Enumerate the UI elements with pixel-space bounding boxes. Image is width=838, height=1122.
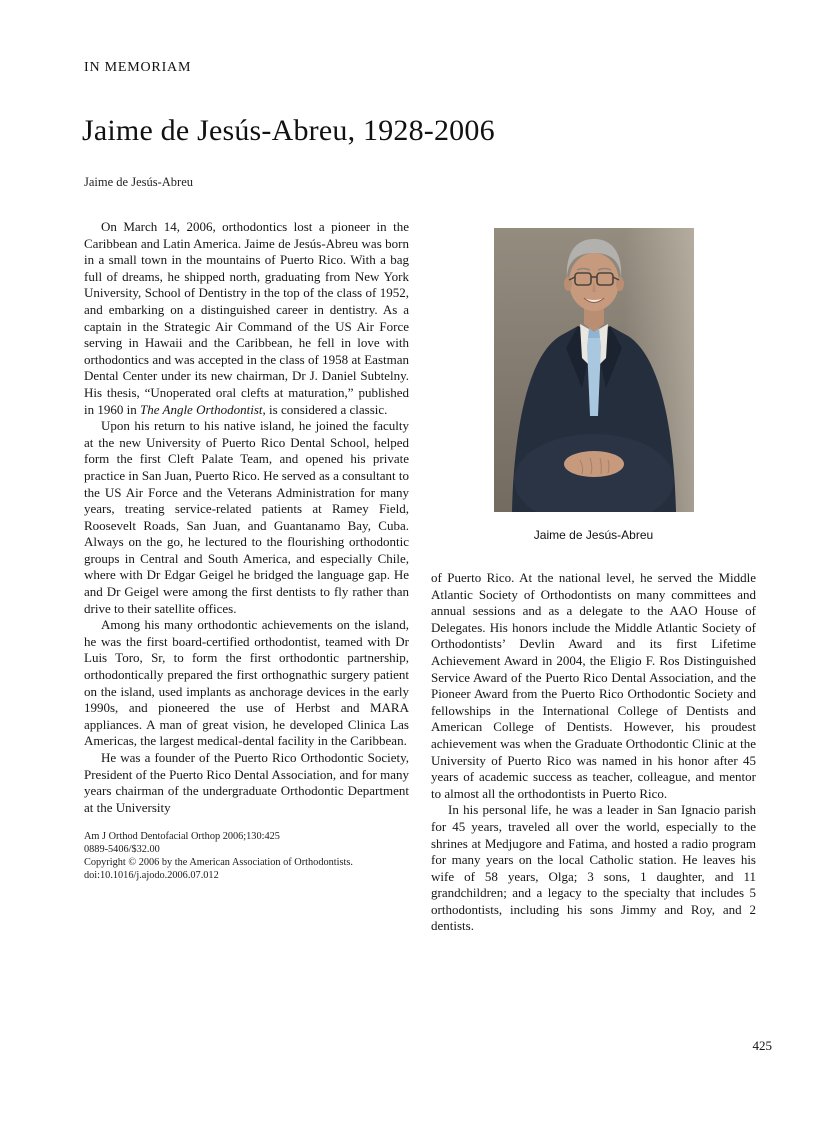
right-column [431, 219, 756, 935]
paragraph-1-end: , is considered a classic. [262, 401, 388, 417]
footnote-block [84, 830, 409, 882]
body-paragraph-1 [84, 219, 409, 418]
article-body [84, 219, 756, 935]
journal-name-italic: The Angle Orthodontist [139, 401, 263, 417]
left-column [84, 219, 409, 935]
paragraph-1-text: On March 14, 2006, orthodontics lost a pioneer in the Caribbean and Latin America. Jaime de Jesús-Abreu was born in a small town in the mountains of Puerto Rico. With a bag full of dreams, he shipped north, graduating from New York University, School of Dentistry in the top of the class of 1952, and embarking on a distinguished career in dentistry. As a captain in the Strategic Air Command of the US Air Force serving in Hawaii and the Caribbean, he fell in love with orthodontics and was accepted in the class of 1958 at Eastman Dental Center under its new chairman, Dr J. Daniel Subtelny. His thesis, “Unoperated oral clefts at maturation,” published in 1960 in [84, 219, 409, 417]
footnote-copyright: Copyright © 2006 by the American Association of Orthodontists. [84, 857, 353, 869]
portrait-photo [494, 228, 694, 512]
photo-caption: Jaime de Jesús-Abreu [533, 528, 654, 542]
portrait-figure [431, 219, 756, 542]
body-paragraph-5: of Puerto Rico. At the national level, he served the Middle Atlantic Society of Orthodontists on many committees and annual sessions and as a delegate to the AAO House of Delegates. His honors include the Middle Atlantic Society of Orthodontists’ Devlin Award and its first Lifetime Achievement Award in 2004, the Eligio F. Ros Distinguished Service Award of the Puerto Rico Dental Association, and the Pioneer Award from the Puerto Rico Orthodontic Society and fellowships in the International College of Dentists and American College of Dentists. However, his proudest achievement was when the Graduate Orthodontic Clinic at the University of Puerto Rico was named in his honor after 45 years of academic success as teacher, colleague, and mentor to almost all the orthodontists in Puerto Rico. [431, 570, 756, 801]
article-title: Jaime de Jesús-Abreu, 1928-2006 [82, 114, 495, 147]
body-paragraph-3: Among his many orthodontic achievements on the island, he was the first board-certified orthodontist, teamed with Dr Luis Toro, Sr, to form the first orthodontic partnership, orthodontically prepared the first orthognathic surgery patient on the island, used implants as anchorage devices in the early 1990s, and pioneered the use of Herbst and MARA appliances. A man of great vision, he developed Clinica Las Americas, the largest medical-dental facility in the Caribbean. [84, 617, 409, 749]
footnote-doi: doi:10.1016/j.ajodo.2006.07.012 [84, 870, 219, 882]
footnote-citation: Am J Orthod Dentofacial Orthop 2006;130:425 [84, 831, 280, 843]
author-line: Jaime de Jesús-Abreu [84, 175, 193, 189]
section-label: IN MEMORIAM [84, 60, 192, 75]
footnote-issn: 0889-5406/$32.00 [84, 844, 160, 856]
body-paragraph-2: Upon his return to his native island, he joined the faculty at the new University of Puerto Rico Dental School, helped form the first Cleft Palate Team, and opened his private practice in San Juan, Puerto Rico. He served as a consultant to the US Air Force and the Veterans Administration for many years, treating service-related patients at Ramey Field, Roosevelt Roads, San Juan, and Guantanamo Bay, Cuba. Always on the go, he lectured to the flourishing orthodontic groups in Central and South America, and especially Chile, where with Dr Edgar Geigel he bridged the language gap. He and Dr Geigel were among the first dentists to fly rather than drive to their satellite offices. [84, 418, 409, 616]
body-paragraph-4: He was a founder of the Puerto Rico Orthodontic Society, President of the Puerto Rico Dental Association, and for many years chairman of the undergraduate Orthodontic Department at the University [84, 750, 409, 815]
body-paragraph-6: In his personal life, he was a leader in San Ignacio parish for 45 years, traveled all over the world, especially to the shrines at Medjugore and Fatima, and hosted a radio program for many years on the local Catholic station. He leaves his wife of 58 years, Olga; 3 sons, 1 daughter, and 11 grandchildren; and a legacy to the specialty that includes 5 orthodontists, including his sons Jimmy and Roy, and 2 dentists. [431, 802, 756, 934]
hands [564, 451, 624, 477]
page-number: 425 [752, 1038, 772, 1053]
